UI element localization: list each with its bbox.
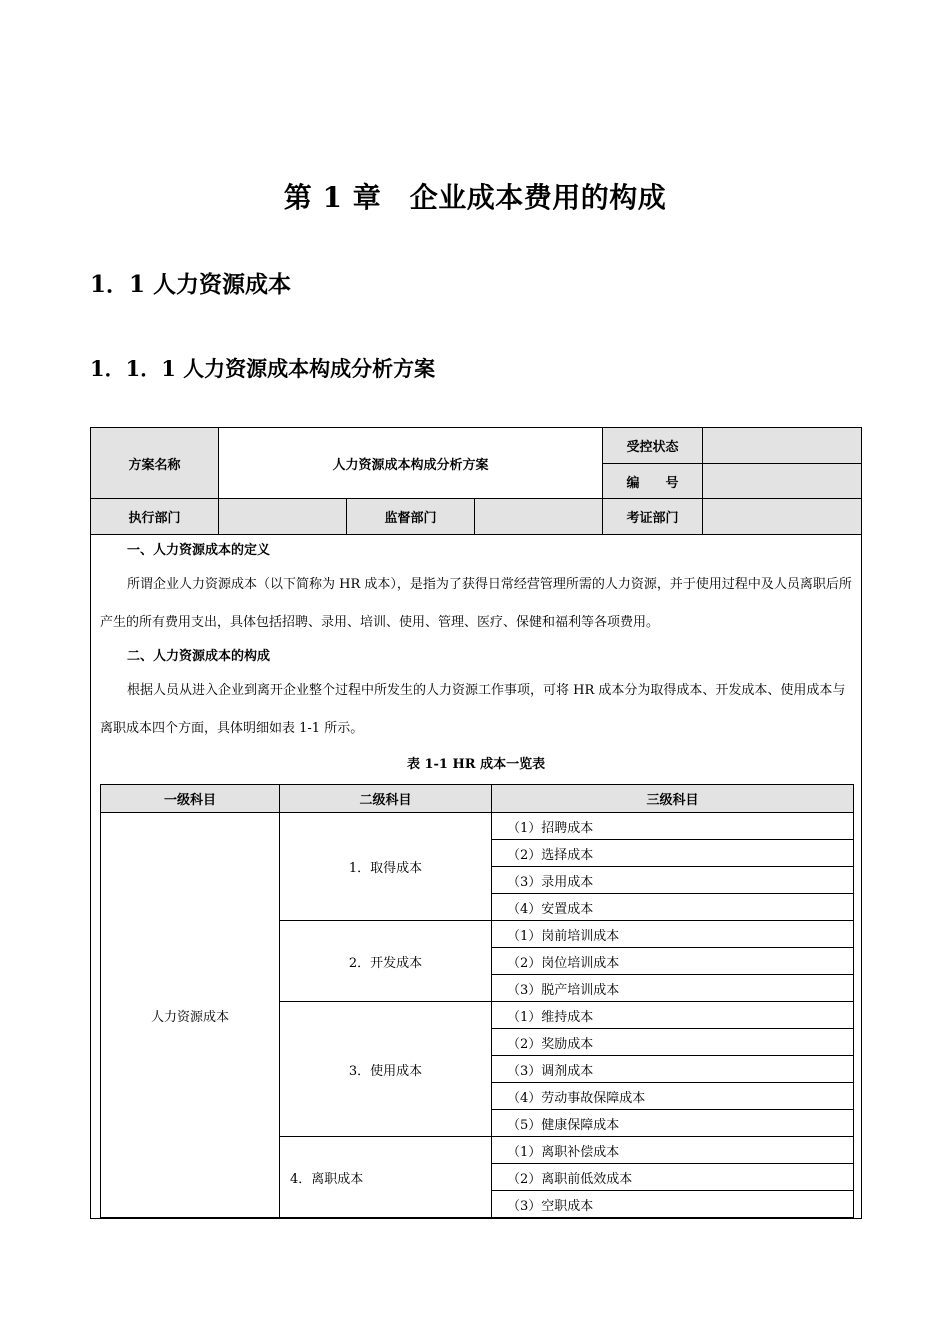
level3-item: （3）脱产培训成本 (492, 975, 854, 1002)
level3-item: （1）维持成本 (492, 1002, 854, 1029)
level3-item: （5）健康保障成本 (492, 1110, 854, 1137)
level2-cell: 4．离职成本 (280, 1137, 492, 1218)
level2-cell: 1．取得成本 (280, 813, 492, 921)
level3-item: （4）安置成本 (492, 894, 854, 921)
definition-paragraph: 所谓企业人力资源成本（以下简称为 HR 成本），是指为了获得日常经营管理所需的人力资源，并于使用过程中及人员离职后所产生的所有费用支出，具体包括招聘、录用、培训、使用、管理、医疗、保健和福利等各项费用。 (100, 577, 852, 630)
level3-item: （4）劳动事故保障成本 (492, 1083, 854, 1110)
composition-heading: 二、人力资源成本的构成 (127, 649, 271, 664)
supervise-dept-value[interactable] (475, 499, 603, 535)
level3-item: （3）录用成本 (492, 867, 854, 894)
number-value[interactable] (703, 464, 862, 499)
table-caption: 表 1-1 HR 成本一览表 (406, 757, 546, 772)
col-header-level2: 二级科目 (280, 785, 492, 813)
verify-dept-label: 考证部门 (603, 499, 703, 535)
plan-content (91, 535, 862, 1219)
level2-cell: 3．使用成本 (280, 1002, 492, 1137)
level3-item: （1）招聘成本 (492, 813, 854, 840)
level3-item: （3）空职成本 (492, 1191, 854, 1218)
exec-dept-label: 执行部门 (91, 499, 219, 535)
level2-cell: 2．开发成本 (280, 921, 492, 1002)
subsection-title: 1．1．1 人力资源成本构成分析方案 (90, 356, 436, 381)
col-header-level3: 三级科目 (492, 785, 854, 813)
level3-item: （2）选择成本 (492, 840, 854, 867)
supervise-dept-label: 监督部门 (347, 499, 475, 535)
verify-dept-value[interactable] (703, 499, 862, 535)
control-status-value[interactable] (703, 428, 862, 464)
control-status-label: 受控状态 (603, 428, 703, 464)
chapter-title: 第 1 章 企业成本费用的构成 (283, 181, 667, 214)
section-title: 1．1 人力资源成本 (90, 271, 292, 298)
level3-item: （3）调剂成本 (492, 1056, 854, 1083)
level3-item: （2）奖励成本 (492, 1029, 854, 1056)
level3-item: （2）岗位培训成本 (492, 948, 854, 975)
plan-name-label: 方案名称 (91, 428, 219, 499)
exec-dept-value[interactable] (219, 499, 347, 535)
definition-heading: 一、人力资源成本的定义 (127, 543, 271, 558)
col-header-level1: 一级科目 (101, 785, 280, 813)
plan-table (90, 427, 862, 1219)
level3-item: （2）离职前低效成本 (492, 1164, 854, 1191)
level1-cell: 人力资源成本 (101, 813, 280, 1218)
level3-item: （1）岗前培训成本 (492, 921, 854, 948)
composition-paragraph: 根据人员从进入企业到离开企业整个过程中所发生的人力资源工作事项，可将 HR 成本分为取得成本、开发成本、使用成本与离职成本四个方面，具体明细如表 1-1 所示。 (100, 683, 846, 736)
number-label: 编 号 (603, 464, 703, 499)
level3-item: （1）离职补偿成本 (492, 1137, 854, 1164)
plan-name-value: 人力资源成本构成分析方案 (219, 428, 603, 499)
hr-cost-table (100, 784, 854, 1218)
